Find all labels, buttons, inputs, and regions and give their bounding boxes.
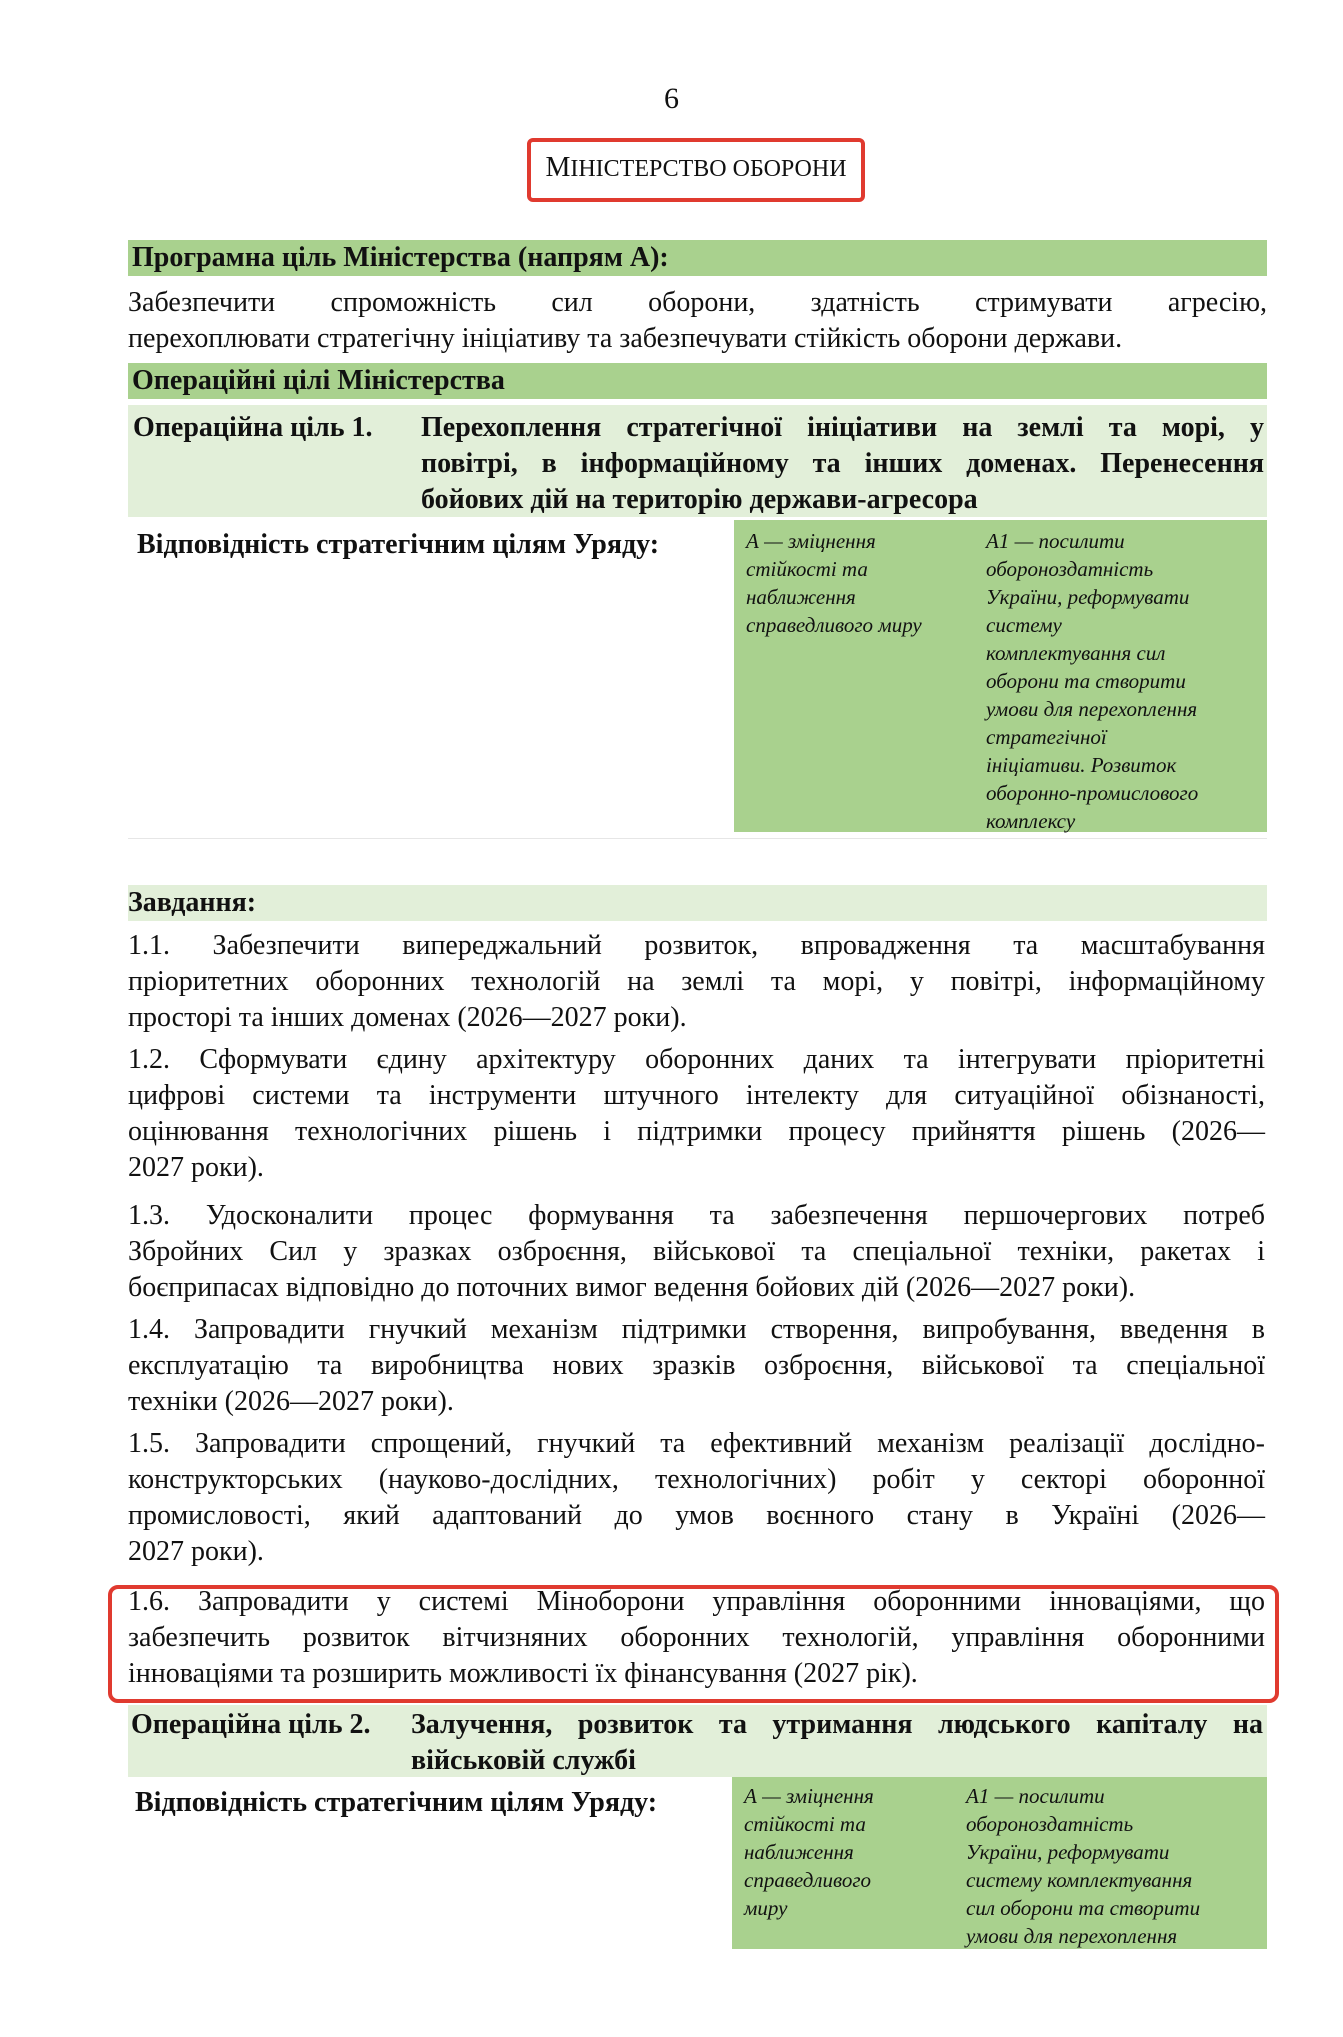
program-goal-text — [128, 285, 1267, 357]
task-line: 1.2. Сформувати єдину архітектуру оборонних даних та інтегрувати пріоритетні — [128, 1044, 1265, 1075]
alignment-1-col-b-line: стратегічної — [986, 725, 1107, 749]
task-line: 1.5. Запровадити спрощений, гнучкий та ефективний механізм реалізації дослідно- — [128, 1428, 1265, 1459]
alignment-1-col-a-line: наближення — [746, 585, 856, 609]
op-goal-1-line-2: повітрі, в інформаційному та інших доменах. Перенесення — [421, 448, 1264, 479]
alignment-1-col-b-line: комплектування сил — [986, 641, 1166, 665]
task-1-3 — [128, 1198, 1265, 1306]
alignment-1-col-a — [746, 527, 976, 639]
separator-line — [128, 838, 1267, 839]
task-line: забезпечить розвиток вітчизняних оборонних технологій, управління оборонними — [128, 1622, 1265, 1653]
task-line: інноваціями та розширить можливості їх фінансування (2027 рік). — [128, 1658, 918, 1689]
task-line: промисловості, який адаптований до умов воєнного стану в Україні (2026— — [128, 1500, 1265, 1531]
alignment-1-label: Відповідність стратегічним цілям Уряду: — [137, 529, 660, 560]
alignment-2-col-a — [744, 1782, 944, 1922]
ministry-title-rest: ІНІСТЕРСТВО ОБОРОНИ — [570, 156, 847, 182]
tasks-heading: Завдання: — [128, 885, 1267, 921]
alignment-2-col-a-line: А — зміцнення — [744, 1784, 874, 1808]
op-goal-2-line-2: військовій службі — [411, 1745, 636, 1776]
alignment-2-col-b-line: України, реформувати — [966, 1840, 1170, 1864]
task-line: конструкторських (науково-дослідних, технологічних) робіт у секторі оборонної — [128, 1464, 1265, 1495]
alignment-2-col-a-line: миру — [744, 1896, 788, 1920]
task-line: боєприпасах відповідно до поточних вимог ведення бойових дій (2026—2027 роки). — [128, 1272, 1136, 1303]
ministry-title — [527, 152, 865, 184]
task-1-5 — [128, 1426, 1265, 1570]
alignment-1-col-b-line: оборони та створити — [986, 669, 1186, 693]
program-goal-line-1: Забезпечити спроможність сил оборони, здатність стримувати агресію, — [128, 287, 1267, 318]
op-goal-2-label: Операційна ціль 2. — [131, 1709, 371, 1740]
task-line: Збройних Сил у зразках озброєння, військової та спеціальної техніки, ракетах і — [128, 1236, 1265, 1267]
alignment-2-col-b-line: А1 — посилити — [966, 1784, 1105, 1808]
alignment-1-col-b-line: обороноздатність — [986, 557, 1154, 581]
alignment-1-col-b-line: ініціативи. Розвиток — [986, 753, 1177, 777]
task-line: експлуатацію та виробництва нових зразків озброєння, військової та спеціальної — [128, 1350, 1265, 1381]
op-goal-1-line-1: Перехоплення стратегічної ініціативи на землі та морі, у — [421, 412, 1264, 443]
alignment-2-col-b-line: обороноздатність — [966, 1812, 1134, 1836]
ministry-title-initial: М — [545, 152, 571, 183]
program-goal-heading: Програмна ціль Міністерства (напрям А): — [128, 240, 1267, 276]
task-line: 1.4. Запровадити гнучкий механізм підтримки створення, випробування, введення в — [128, 1314, 1265, 1345]
alignment-2-col-a-line: стійкості та — [744, 1812, 866, 1836]
program-goal-line-2: перехоплювати стратегічну ініціативу та забезпечувати стійкість оборони держави. — [128, 323, 1123, 354]
alignment-2-col-b-line: сил оборони та створити — [966, 1896, 1201, 1920]
task-line: 2027 роки). — [128, 1152, 264, 1183]
operational-goals-heading: Операційні цілі Міністерства — [128, 363, 1267, 399]
alignment-2-col-b-line: систему комплектування — [966, 1868, 1193, 1892]
alignment-1-col-b-line: систему — [986, 613, 1062, 637]
alignment-1-col-b-line: оборонно-промислового — [986, 781, 1199, 805]
alignment-1-col-b — [986, 527, 1261, 835]
task-line: оцінювання технологічних рішень і підтримки процесу прийняття рішень (2026— — [128, 1116, 1265, 1147]
task-line: 1.3. Удосконалити процес формування та забезпечення першочергових потреб — [128, 1200, 1265, 1231]
alignment-2-label: Відповідність стратегічним цілям Уряду: — [135, 1787, 658, 1818]
alignment-1-col-b-line: комплексу — [986, 809, 1076, 833]
op-goal-1-label: Операційна ціль 1. — [133, 412, 373, 443]
alignment-2-col-b — [966, 1782, 1261, 1950]
task-line: 2027 роки). — [128, 1536, 264, 1567]
task-line: 1.1. Забезпечити випереджальний розвиток, впровадження та масштабування — [128, 930, 1265, 961]
page-number: 6 — [664, 82, 679, 115]
alignment-2-col-b-line: умови для перехоплення — [966, 1924, 1178, 1948]
op-goal-1-line-3: бойових дій на територію держави-агресора — [421, 484, 978, 515]
op-goal-1-text — [421, 410, 1264, 518]
alignment-1-col-a-line: А — зміцнення — [746, 529, 876, 553]
op-goal-2-line-1: Залучення, розвиток та утримання людського капіталу на — [411, 1709, 1263, 1740]
task-line: просторі та інших доменах (2026—2027 роки). — [128, 1002, 687, 1033]
alignment-1-col-a-line: стійкості та — [746, 557, 868, 581]
alignment-1-col-b-line: умови для перехоплення — [986, 697, 1198, 721]
alignment-1-col-b-line: України, реформувати — [986, 585, 1190, 609]
task-1-6 — [128, 1584, 1265, 1692]
task-1-1 — [128, 928, 1265, 1036]
alignment-2-col-a-line: наближення — [744, 1840, 854, 1864]
alignment-1-col-b-line: А1 — посилити — [986, 529, 1125, 553]
task-line: пріоритетних оборонних технологій на землі та морі, у повітрі, інформаційному — [128, 966, 1265, 997]
alignment-1-col-a-line: справедливого миру — [746, 613, 922, 637]
task-line: цифрові системи та інструменти штучного інтелекту для ситуаційної обізнаності, — [128, 1080, 1265, 1111]
alignment-2-col-a-line: справедливого — [744, 1868, 872, 1892]
task-line: 1.6. Запровадити у системі Міноборони управління оборонними інноваціями, що — [128, 1586, 1265, 1617]
task-1-2 — [128, 1042, 1265, 1186]
task-1-4 — [128, 1312, 1265, 1420]
op-goal-2-text — [411, 1707, 1263, 1779]
task-line: техніки (2026—2027 роки). — [128, 1386, 454, 1417]
